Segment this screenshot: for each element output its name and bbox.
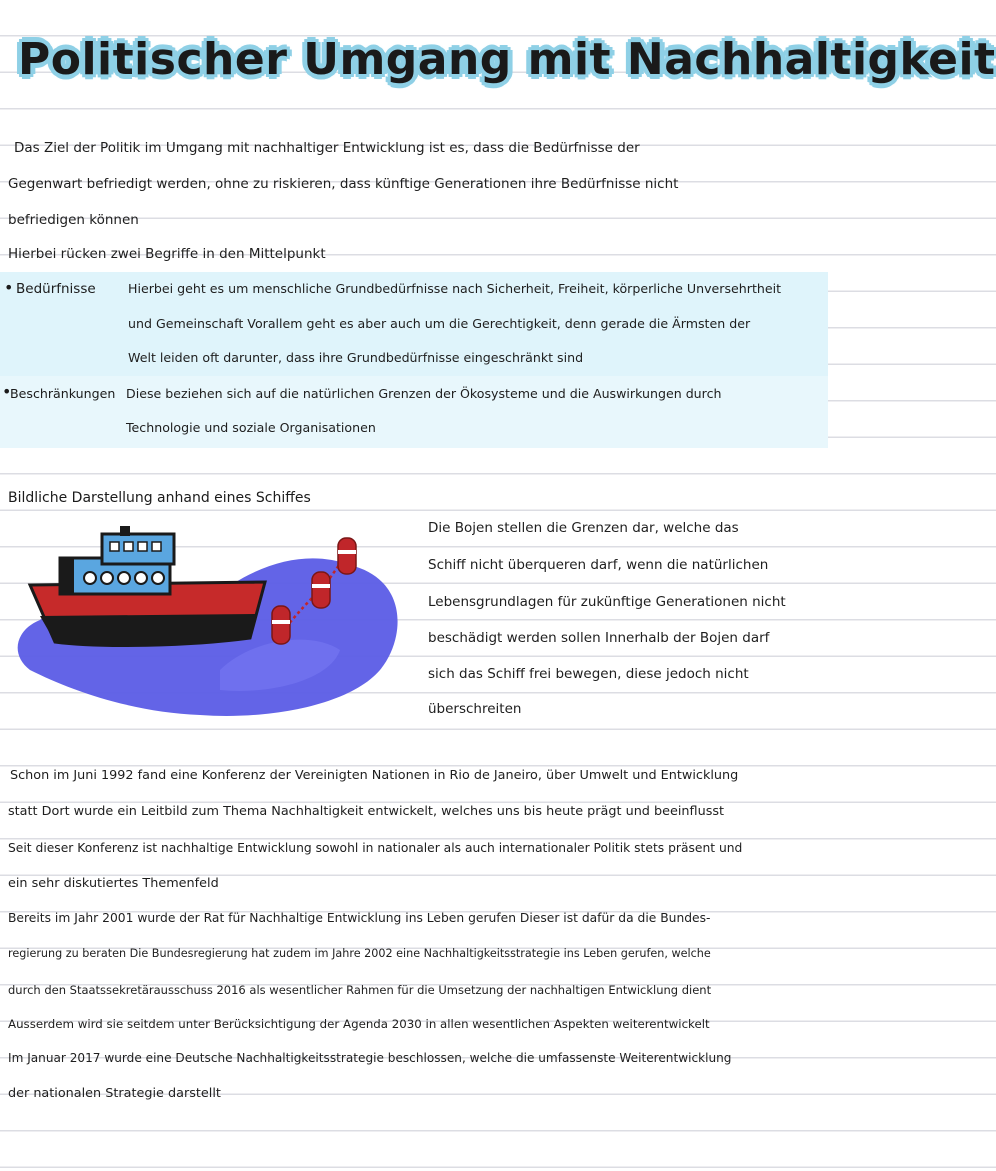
history-line-1: Schon im Juni 1992 fand eine Konferenz der Vereinigten Nationen in Rio de Janeiro, über Umwelt und Entwicklung — [10, 768, 739, 783]
buoy-top — [338, 538, 356, 574]
history-line-9: Im Januar 2017 wurde eine Deutsche Nachhaltigkeitsstrategie beschlossen, welche die umfassenste Weiterentwicklung — [8, 1051, 732, 1065]
definition-2-line-1: Diese beziehen sich auf die natürlichen Grenzen der Ökosysteme und die Auswirkungen durch — [126, 386, 722, 401]
definition-1-line-3: Welt leiden oft darunter, dass ihre Grundbedürfnisse eingeschränkt sind — [128, 350, 584, 365]
illustration-desc-line-4: beschädigt werden sollen Innerhalb der Bojen darf — [428, 630, 770, 646]
definition-term-2: Beschränkungen — [10, 386, 116, 401]
history-line-8: Ausserdem wird sie seitdem unter Berücksichtigung der Agenda 2030 in allen wesentlichen Aspekten weiterentwickelt — [8, 1017, 710, 1031]
illustration-desc-line-1: Die Bojen stellen die Grenzen dar, welche das — [428, 520, 739, 536]
intro-line-3: befriedigen können — [8, 212, 139, 228]
definition-2-line-2: Technologie und soziale Organisationen — [126, 420, 376, 435]
buoy-middle — [312, 572, 330, 608]
definition-1-line-1: Hierbei geht es um menschliche Grundbedürfnisse nach Sicherheit, Freiheit, körperliche Unversehrtheit — [128, 281, 782, 296]
illustration-desc-line-3: Lebensgrundlagen für zukünftige Generationen nicht — [428, 594, 786, 610]
definition-1-line-2: und Gemeinschaft Vorallem geht es aber auch um die Gerechtigkeit, denn gerade die Ärmsten der — [128, 316, 751, 331]
intro-line-4: Hierbei rücken zwei Begriffe in den Mittelpunkt — [8, 246, 326, 262]
illustration-desc-line-6: überschreiten — [428, 701, 522, 717]
illustration-desc-line-2: Schiff nicht überqueren darf, wenn die natürlichen — [428, 557, 769, 573]
history-line-10: der nationalen Strategie darstellt — [8, 1086, 221, 1101]
history-line-3: Seit dieser Konferenz ist nachhaltige Entwicklung sowohl in nationaler als auch internationaler Politik stets präsent und — [8, 841, 743, 855]
definition-term-1: Bedürfnisse — [16, 281, 96, 297]
history-line-2: statt Dort wurde ein Leitbild zum Thema Nachhaltigkeit entwickelt, welches uns bis heute prägt und beeinflusst — [8, 804, 725, 819]
intro-line-2: Gegenwart befriedigt werden, ohne zu riskieren, dass künftige Generationen ihre Bedürfnisse nicht — [8, 176, 679, 192]
ship-hull-bottom — [40, 614, 256, 645]
history-line-4: ein sehr diskutiertes Themenfeld — [8, 876, 219, 891]
intro-line-1: Das Ziel der Politik im Umgang mit nachhaltiger Entwicklung ist es, dass die Bedürfnisse der — [14, 140, 640, 156]
page-title: Politischer Umgang mit Nachhaltigkeit — [18, 34, 996, 85]
illustration-heading: Bildliche Darstellung anhand eines Schiffes — [8, 490, 311, 506]
history-line-5: Bereits im Jahr 2001 wurde der Rat für Nachhaltige Entwicklung ins Leben gerufen Dieser ist dafür da die Bundes- — [8, 911, 711, 925]
bullet-dot-icon: • — [4, 278, 14, 297]
bullet-dot-icon: • — [2, 382, 12, 401]
history-line-7: durch den Staatssekretärausschuss 2016 als wesentlicher Rahmen für die Umsetzung der nachhaltigen Entwicklung dient — [8, 983, 712, 997]
illustration-desc-line-5: sich das Schiff frei bewegen, diese jedoch nicht — [428, 666, 749, 682]
history-line-6: regierung zu beraten Die Bundesregierung hat zudem im Jahre 2002 eine Nachhaltigkeitsstrategie ins Leben gerufen, welche — [8, 947, 711, 960]
ship-mast — [120, 526, 130, 536]
buoy-bottom — [272, 606, 290, 644]
ship-buoys-illustration — [10, 520, 410, 725]
